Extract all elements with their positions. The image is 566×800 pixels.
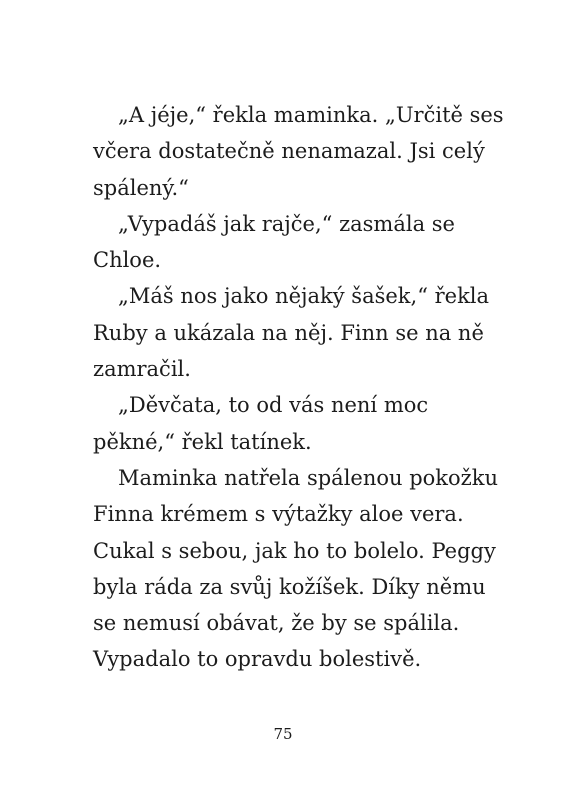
text-line: zamračil.: [93, 357, 191, 382]
paragraph: [93, 97, 504, 206]
text-line: byla ráda za svůj kožíšek. Díky němu: [93, 574, 486, 599]
text-line: se nemusí obávat, že by se spálila.: [93, 611, 460, 636]
text-line: „Děvčata, to od vás není moc: [118, 393, 429, 418]
text-line: „Máš nos jako nějaký šašek,“ řekla: [118, 284, 490, 309]
paragraph: [93, 206, 493, 279]
text-line: Maminka natřela spálenou pokožku: [118, 465, 498, 490]
text-line: Cukal s sebou, jak ho to bolelo. Peggy: [93, 538, 496, 563]
paragraph: [93, 460, 498, 678]
text-line: Finna krémem s výtažky aloe vera.: [93, 502, 464, 527]
text-line: pěkné,“ řekl tatínek.: [93, 429, 312, 454]
text-line: Chloe.: [93, 248, 162, 273]
paragraph: [93, 278, 493, 387]
text-line: Ruby a ukázala na něj. Finn se na ně: [93, 320, 484, 345]
body-text: [93, 97, 504, 678]
text-line: „Vypadáš jak rajče,“ zasmála se: [118, 211, 455, 236]
text-line: spálený.“: [93, 175, 189, 200]
text-line: Vypadalo to opravdu bolestivě.: [93, 647, 422, 672]
text-line: včera dostatečně nenamazal. Jsi celý: [93, 139, 485, 164]
page-number: 75: [273, 725, 293, 743]
text-line: „A jéje,“ řekla maminka. „Určitě ses: [118, 103, 504, 127]
paragraph: [93, 387, 493, 460]
